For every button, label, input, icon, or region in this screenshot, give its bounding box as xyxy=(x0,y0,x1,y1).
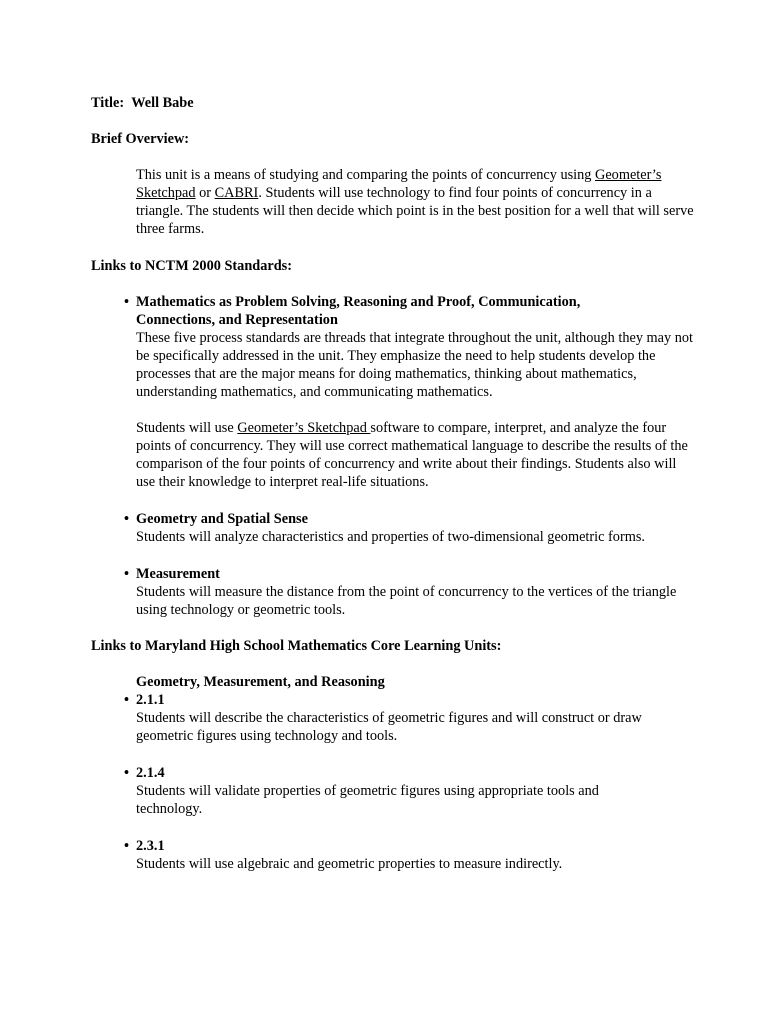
body2-pre: Students will use xyxy=(136,420,238,436)
bullet-icon: • xyxy=(124,692,130,708)
bullet-icon: • xyxy=(124,566,130,582)
nctm-heading: Links to NCTM 2000 Standards: xyxy=(91,258,292,274)
overview-text-2: or xyxy=(195,185,215,201)
overview-paragraph xyxy=(136,166,696,238)
maryland-item-code: 2.3.1 xyxy=(136,838,165,854)
nctm-item-body: These five process standards are threads that integrate throughout the unit, although they may not be specifically addressed in the unit. They emphasize the need to help students develop the processes that are the major means for doing mathematics, thinking about mathematics, understanding mathematics, and communicating mathematics. xyxy=(136,330,694,400)
nctm-item-body: Students will analyze characteristics and properties of two-dimensional geometric forms. xyxy=(136,529,645,545)
maryland-item-code: 2.1.4 xyxy=(136,765,165,781)
maryland-item-body: Students will validate properties of geometric figures using appropriate tools and technology. xyxy=(136,783,599,817)
overview-text-1: This unit is a means of studying and comparing the points of concurrency using xyxy=(136,167,592,183)
bullet-icon: • xyxy=(124,294,130,310)
nctm-item-body: Students will measure the distance from the point of concurrency to the vertices of the triangle using technology or geometric tools. xyxy=(136,584,677,618)
geometers-sketchpad-link[interactable]: Geometer’s Sketchpad xyxy=(136,167,662,201)
bullet-icon: • xyxy=(124,511,130,527)
bullet-icon: • xyxy=(124,838,130,854)
maryland-item-body: Students will use algebraic and geometric properties to measure indirectly. xyxy=(136,856,563,872)
overview-heading: Brief Overview: xyxy=(91,131,190,147)
nctm-item-title: Mathematics as Problem Solving, Reasoning and Proof, Communication, Connections, and Representation xyxy=(136,294,581,328)
title-label: Title: xyxy=(91,95,125,111)
geometers-sketchpad-link-2[interactable]: Geometer’s Sketchpad xyxy=(237,420,371,436)
nctm-item-title: Geometry and Spatial Sense xyxy=(136,511,308,527)
maryland-item-body: Students will describe the characteristics of geometric figures and will construct or draw geometric figures using technology and tools. xyxy=(136,710,642,744)
nctm-item-title: Measurement xyxy=(136,566,220,582)
maryland-heading: Links to Maryland High School Mathematics Core Learning Units: xyxy=(91,638,502,654)
nctm-item-body-2 xyxy=(136,419,696,491)
cabri-link[interactable]: CABRI xyxy=(214,185,259,201)
maryland-item-code: 2.1.1 xyxy=(136,692,165,708)
title-line xyxy=(91,94,194,112)
bullet-icon: • xyxy=(124,765,130,781)
maryland-subheading: Geometry, Measurement, and Reasoning xyxy=(136,674,385,690)
body2-post: software to compare, interpret, and analyze the four points of concurrency. They will use correct mathematical language to describe the results of the comparison of the four points of concurrency and write about their findings. Students also will use their knowledge to interpret real-life situations. xyxy=(136,420,688,490)
title-value: Well Babe xyxy=(131,95,194,111)
overview-text-3: . Students will use technology to find four points of concurrency in a triangle. The students will then decide which point is in the best position for a well that will serve three farms. xyxy=(136,185,694,237)
